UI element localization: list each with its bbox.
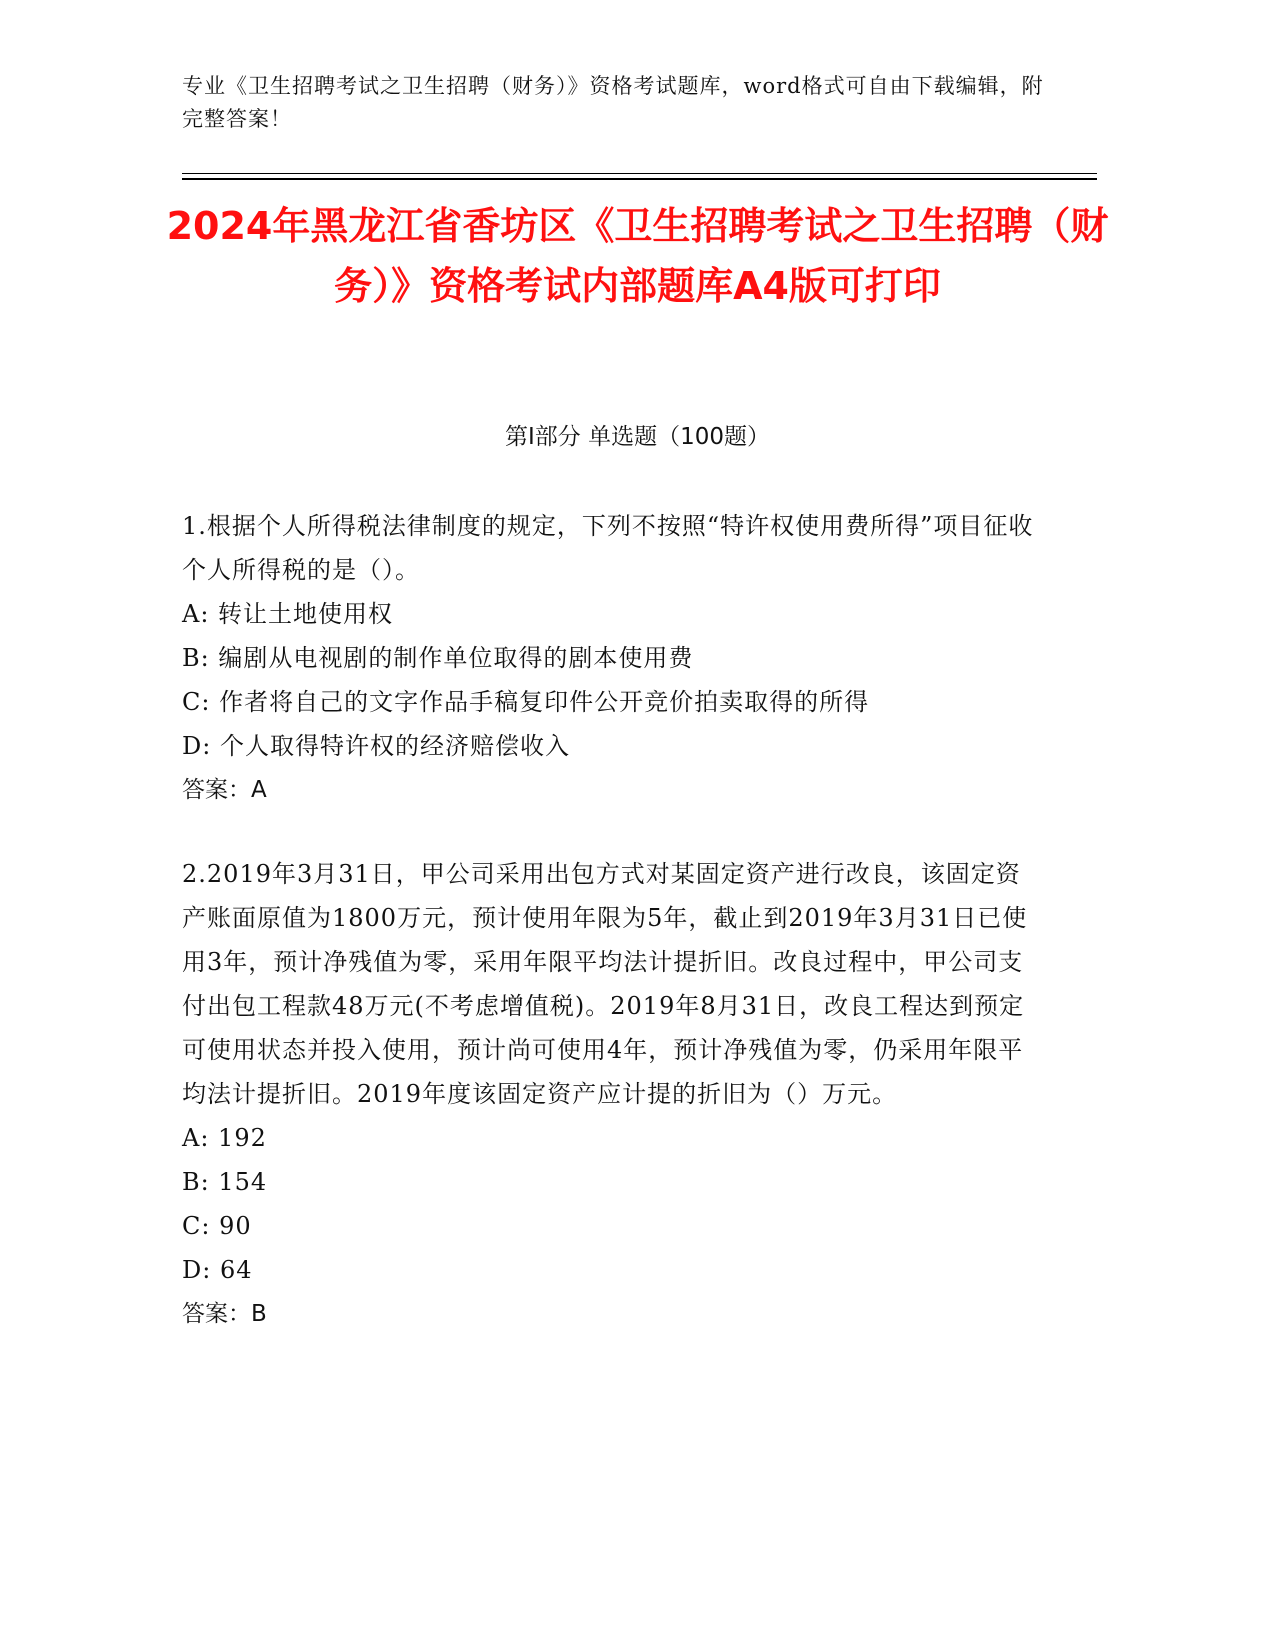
option-c: C: 90 [182,1212,252,1240]
header-note: 专业《卫生招聘考试之卫生招聘（财务）》资格考试题库，word格式可自由下载编辑，附完整答案！ [182,74,1044,131]
option-a: A: 转让土地使用权 [182,600,394,628]
option-b: B: 154 [182,1168,268,1196]
section-title: 第I部分 单选题（100题） [505,424,770,450]
header-divider-thin [182,173,1097,174]
question-2 [182,852,1042,1336]
header-divider-thick [182,178,1097,180]
question-stem: 1.根据个人所得税法律制度的规定，下列不按照“特许权使用费所得”项目征收个人所得税的是（）。 [182,512,1034,584]
answer: 答案：A [182,777,267,803]
document-title: 2024年黑龙江省香坊区《卫生招聘考试之卫生招聘（财务）》资格考试内部题库A4版可打印 [166,204,1109,308]
option-c: C: 作者将自己的文字作品手稿复印件公开竞价拍卖取得的所得 [182,688,870,716]
option-d: D: 个人取得特许权的经济赔偿收入 [182,732,570,760]
question-stem: 2.2019年3月31日，甲公司采用出包方式对某固定资产进行改良，该固定资产账面原值为1800万元，预计使用年限为5年，截止到2019年3月31日已使用3年，预计净残值为零，采用年限平均法计提折旧。改良过程中，甲公司支付出包工程款48万元(不考虑增值税)。2019年8月31日，改良工程达到预定可使用状态并投入使用，预计尚可使用4年，预计净残值为零，仍采用年限平均法计提折旧。2019年度该固定资产应计提的折旧为（）万元。 [182,860,1028,1108]
question-1 [182,504,1042,812]
option-d: D: 64 [182,1256,253,1284]
option-b: B: 编剧从电视剧的制作单位取得的剧本使用费 [182,644,694,672]
answer: 答案：B [182,1301,267,1327]
option-a: A: 192 [182,1124,267,1152]
